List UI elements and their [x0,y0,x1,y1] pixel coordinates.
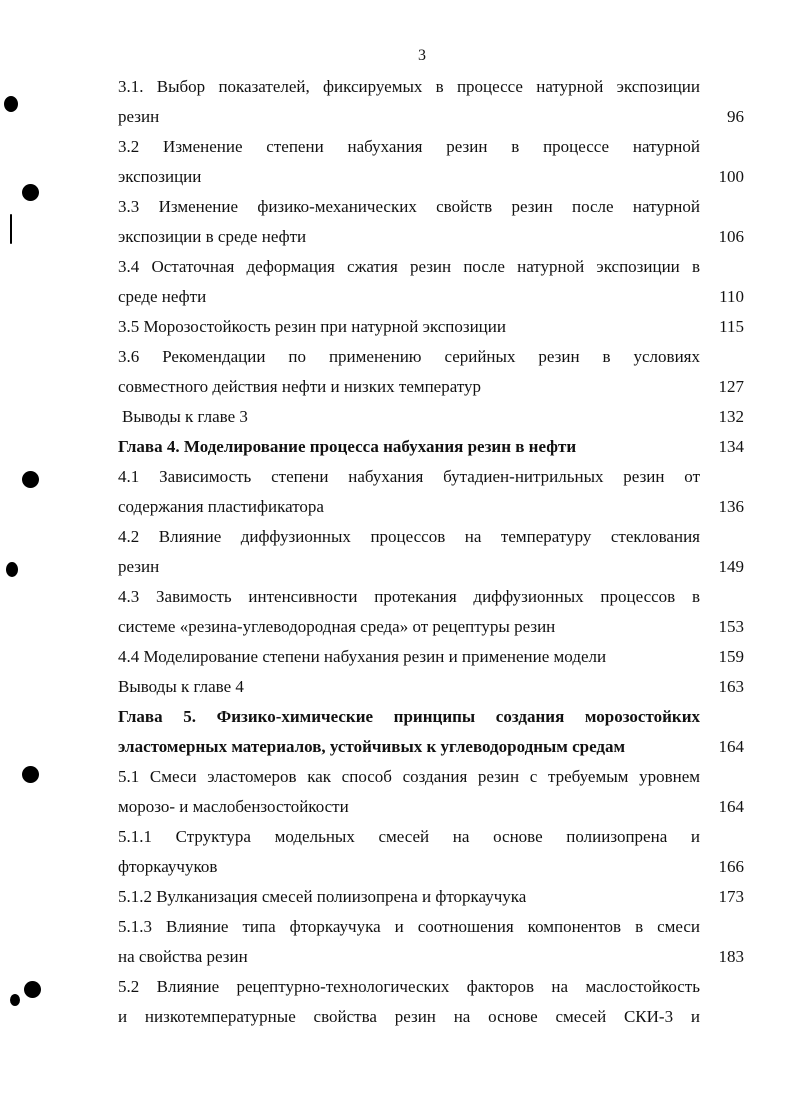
toc-line [118,102,744,132]
toc-entry-title: среде нефти [118,287,207,306]
toc-entry-title: содержания пластификатора [118,497,324,516]
toc-line [118,132,744,162]
toc-entry-title: Выводы к главе 4 [118,677,244,696]
toc-entry-title: 3.3 Изменение физико-механических свойств резин после натурной [118,197,700,216]
toc-entry [118,672,744,702]
toc-page-number: 173 [718,887,744,906]
toc-line [118,822,744,852]
toc-entry [118,462,744,522]
toc-entry-title: 5.1 Смеси эластомеров как способ создания резин с требуемым уровнем [118,767,700,786]
binding-hole-mark [4,96,18,112]
toc-line [118,492,744,522]
toc-entry [118,192,744,252]
toc-entry-title: 4.4 Моделирование степени набухания резин и применение модели [118,647,607,666]
toc-page-number: 183 [718,947,744,966]
binding-hole-mark [22,766,39,783]
toc-line [118,282,744,312]
binding-hole-mark [6,562,18,577]
toc-entry-title: на свойства резин [118,947,248,966]
toc-entry [118,642,744,672]
toc-line [118,882,744,912]
toc-page-number: 164 [718,797,744,816]
toc-page-number: 132 [718,407,744,426]
toc-page-number: 100 [718,167,744,186]
toc-entry [118,432,744,462]
toc-entry [118,312,744,342]
toc-entry-title: экспозиции [118,167,202,186]
toc-entry [118,252,744,312]
toc-line [118,432,744,462]
binding-hole-mark [10,994,20,1006]
toc-page-number: 96 [727,107,744,126]
toc-page-number: 163 [718,677,744,696]
toc-line [118,942,744,972]
toc-line [118,642,744,672]
toc-page-number: 115 [719,317,744,336]
toc-entry-title: экспозиции в среде нефти [118,227,307,246]
toc-entry [118,912,744,972]
toc-entry [118,132,744,192]
toc-line [118,852,744,882]
toc-line [118,762,744,792]
toc-page-number: 106 [718,227,744,246]
toc-line [118,1002,744,1032]
toc-line [118,462,744,492]
toc-line [118,732,744,762]
toc-entry [118,972,744,1032]
toc-entry-title: системе «резина-углеводородная среда» от рецептуры резин [118,617,556,636]
toc-entry [118,702,744,762]
toc-entry-title: 5.2 Влияние рецептурно-технологических факторов на маслостойкость [118,977,700,996]
toc-entry-title: эластомерных материалов, устойчивых к углеводородным средам [118,737,626,756]
table-of-contents [118,72,744,1032]
toc-entry-title: Глава 4. Моделирование процесса набухания резин в нефти [118,437,577,456]
toc-entry [118,522,744,582]
toc-entry [118,822,744,882]
scan-artifact-mark [10,214,12,244]
toc-line [118,372,744,402]
toc-entry-title: фторкаучуков [118,857,218,876]
toc-entry-title: 3.2 Изменение степени набухания резин в процессе натурной [118,137,700,156]
toc-page-number: 149 [718,557,744,576]
toc-line [118,312,744,342]
toc-line [118,702,744,732]
toc-page-number: 134 [718,437,744,456]
toc-line [118,972,744,1002]
toc-page-number: 110 [719,287,744,306]
toc-line [118,342,744,372]
toc-entry-title: 4.1 Зависимость степени набухания бутадиен-нитрильных резин от [118,467,700,486]
toc-line [118,192,744,222]
toc-page-number: 153 [718,617,744,636]
toc-entry-title: резин [118,107,160,126]
toc-line [118,582,744,612]
toc-line [118,222,744,252]
toc-line [118,162,744,192]
toc-entry-title: 3.4 Остаточная деформация сжатия резин после натурной экспозиции в [118,257,700,276]
toc-entry [118,882,744,912]
toc-entry-title: 5.1.2 Вулканизация смесей полиизопрена и фторкаучука [118,887,527,906]
toc-entry-title: совместного действия нефти и низких температур [118,377,482,396]
toc-entry-title: 5.1.1 Структура модельных смесей на основе полиизопрена и [118,827,700,846]
toc-entry [118,762,744,822]
page-number: 3 [418,47,426,64]
toc-entry-title: 5.1.3 Влияние типа фторкаучука и соотношения компонентов в смеси [118,917,700,936]
toc-page-number: 164 [718,737,744,756]
toc-page-number: 159 [718,647,744,666]
toc-line [118,912,744,942]
toc-entry-title: и низкотемпературные свойства резин на основе смесей СКИ-3 и [118,1007,700,1026]
toc-entry [118,72,744,132]
toc-entry-title: 4.3 Завимость интенсивности протекания диффузионных процессов в [118,587,700,606]
toc-entry [118,582,744,642]
binding-hole-mark [22,184,39,201]
toc-line [118,402,744,432]
toc-line [118,72,744,102]
toc-entry [118,342,744,402]
toc-entry-title: 4.2 Влияние диффузионных процессов на температуру стеклования [118,527,700,546]
toc-page-number: 166 [718,857,744,876]
binding-hole-mark [22,471,39,488]
toc-line [118,792,744,822]
toc-line [118,522,744,552]
toc-entry-title: морозо- и маслобензостойкости [118,797,349,816]
toc-entry-title: Выводы к главе 3 [122,407,248,426]
binding-hole-mark [24,981,41,998]
toc-entry-title: 3.5 Морозостойкость резин при натурной экспозиции [118,317,506,336]
toc-entry-title: 3.1. Выбор показателей, фиксируемых в процессе натурной экспозиции [118,77,700,96]
toc-line [118,252,744,282]
toc-entry-title: Глава 5. Физико-химические принципы создания морозостойких [118,707,700,726]
toc-line [118,672,744,702]
toc-page-number: 127 [718,377,744,396]
toc-line [118,612,744,642]
toc-entry-title: резин [118,557,160,576]
toc-line [118,552,744,582]
toc-entry-title: 3.6 Рекомендации по применению серийных резин в условиях [118,347,700,366]
toc-page-number: 136 [718,497,744,516]
toc-entry [118,402,744,432]
